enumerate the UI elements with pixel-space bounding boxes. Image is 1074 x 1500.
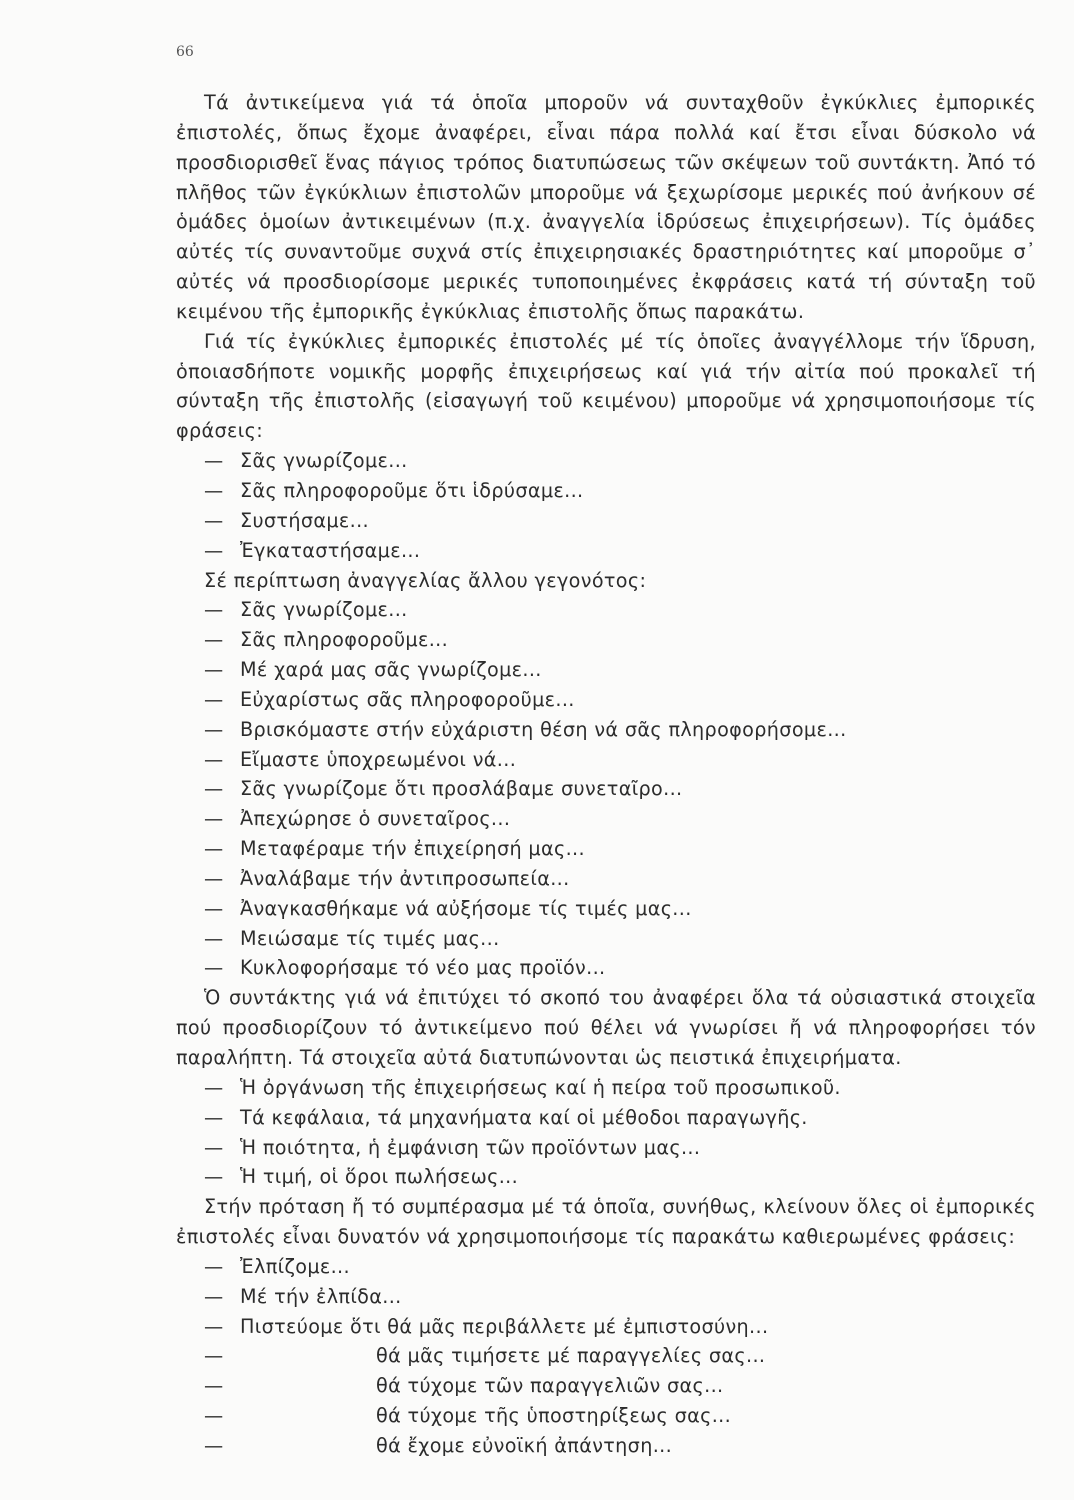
list-item-text: Μέ τήν ἐλπίδα... [240,1284,402,1308]
dash: — [204,658,224,682]
dash: — [204,449,224,473]
paragraph-intro: Τά ἀντικείμενα γιά τά ὁποῖα μποροῦν νά συνταχθοῦν ἐγκύκλιες ἐμπορικές ἐπιστολές, ὅπως ἔχομε ἀναφέρει, εἶναι πάρα πολλά καί ἔτσι εἶναι δύσκολο νά προσδιορισθεῖ ἕνας πάγιος τρόπος διατυπώσεως τῶν σκέψεων τοῦ συντάκτη. Ἀπό τό πλῆθος τῶν ἐγκύκλιων ἐπιστολῶν μποροῦμε νά ξεχωρίσομε μερικές πού ἀνήκουν σέ ὁμάδες ὁμοίων ἀντικειμένων (π.χ. ἀναγγελία ἱδρύσεως ἐπιχειρήσεων). Τίς ὁμάδες αὐτές τίς συναντοῦμε συχνά στίς ἐπιχειρησιακές δραστηριότητες καί μποροῦμε σ᾿ αὐτές νά προσδιορίσομε μερικές τυποποιημένες ἐκφράσεις κατά τή σύνταξη τοῦ κειμένου τῆς ἐμπορικῆς ἐγκύκλιας ἐπιστολῆς ὅπως παρακάτω. [176,91,1036,323]
list-item [176,1312,1036,1342]
dash: — [204,478,224,502]
dash: — [204,1105,224,1129]
list-item [176,1282,1036,1312]
dash: — [204,1075,224,1099]
list-item [176,595,1036,625]
list-item-text: Εἴμαστε ὑποχρεωμένοι νά... [240,747,517,771]
list-item [176,625,1036,655]
list-item-text: Ἀναλάβαμε τήν ἀντιπροσωπεία... [240,866,570,890]
list-item [176,804,1036,834]
list-item [176,953,1036,983]
other-event-phrases-list [176,595,1036,983]
list-item-text: θά τύχομε τῆς ὑποστηρίξεως σας... [376,1404,732,1428]
dash: — [204,866,224,890]
list-item [176,476,1036,506]
dash: — [204,1344,224,1368]
list-item-text: Σᾶς πληροφοροῦμε... [240,628,449,652]
dash: — [204,1254,224,1278]
list-item-text: Ἡ τιμή, οἱ ὅροι πωλήσεως... [240,1165,519,1189]
list-item [176,655,1036,685]
dash: — [204,538,224,562]
founding-phrases-list [176,446,1036,565]
list-item-text: θά τύχομε τῶν παραγγελιῶν σας... [376,1374,724,1398]
list-item-text: Ἐλπίζομε... [240,1254,350,1278]
page-number: 66 [176,44,194,60]
list-item-text: Τά κεφάλαια, τά μηχανήματα καί οἱ μέθοδοι παραγωγῆς. [240,1105,808,1129]
dash: — [204,1314,224,1338]
list-item-text: Βρισκόμαστε στήν εὐχάριστη θέση νά σᾶς πληροφορήσομε... [240,717,847,741]
dash: — [204,777,224,801]
dash: — [204,598,224,622]
list-item [176,1073,1036,1103]
list-item-text: Κυκλοφορήσαμε τό νέο μας προϊόν... [240,956,606,980]
list-item [176,1162,1036,1192]
dash: — [204,1404,224,1428]
list-item-text: Σᾶς γνωρίζομε... [240,598,408,622]
list-item-text: Πιστεύομε ὅτι θά μᾶς περιβάλλετε μέ ἐμπιστοσύνη... [240,1314,769,1338]
list-item-text: Μειώσαμε τίς τιμές μας... [240,926,500,950]
page-body [176,88,1036,1461]
list-item [176,924,1036,954]
dash: — [204,1433,224,1457]
list-item [176,506,1036,536]
paragraph-founding: Γιά τίς ἐγκύκλιες ἐμπορικές ἐπιστολές μέ τίς ὁποῖες ἀναγγέλλομε τήν ἵδρυση, ὁποιασδήποτε νομικῆς μορφῆς ἐπιχειρήσεως καί γιά τήν αἰτία πού προκαλεῖ τή σύνταξη τῆς ἐπιστολῆς (εἰσαγωγή τοῦ κειμένου) μποροῦμε νά χρησιμοποιήσομε τίς φράσεις: [176,329,1036,443]
dash: — [204,837,224,861]
list-item [176,446,1036,476]
dash: — [204,687,224,711]
paragraph-other-event: Σέ περίπτωση ἀναγγελίας ἄλλου γεγονότος: [204,568,647,592]
list-item-text: Μεταφέραμε τήν ἐπιχείρησή μας... [240,837,585,861]
dash: — [204,508,224,532]
list-item-text: Μέ χαρά μας σᾶς γνωρίζομε... [240,658,542,682]
list-item-continuation [176,1341,1036,1371]
list-item-text: Ἀναγκασθήκαμε νά αὐξήσομε τίς τιμές μας... [240,896,692,920]
list-item [176,1133,1036,1163]
list-item [176,1103,1036,1133]
dash: — [204,807,224,831]
list-item-continuation [176,1401,1036,1431]
list-item-text: Ἡ ὀργάνωση τῆς ἐπιχειρήσεως καί ἡ πείρα τοῦ προσωπικοῦ. [240,1075,841,1099]
dash: — [204,628,224,652]
paragraph-closing: Στήν πρόταση ἤ τό συμπέρασμα μέ τά ὁποῖα, συνήθως, κλείνουν ὅλες οἱ ἐμπορικές ἐπιστολές εἶναι δυνατόν νά χρησιμοποιήσομε τίς παρακάτω καθιερωμένες φράσεις: [176,1195,1036,1249]
list-item-text: Ἐγκαταστήσαμε... [240,538,421,562]
list-item-text: Ἀπεχώρησε ὁ συνεταῖρος... [240,807,511,831]
list-item-text: Σᾶς γνωρίζομε... [240,449,408,473]
paragraph-arguments: Ὁ συντάκτης γιά νά ἐπιτύχει τό σκοπό του ἀναφέρει ὅλα τά οὐσιαστικά στοιχεῖα πού προσδιορίζουν τό ἀντικείμενο πού θέλει νά γνωρίσει ἤ νά πληροφορήσει τόν παραλήπτη. Τά στοιχεῖα αὐτά διατυπώνονται ὡς πειστικά ἐπιχειρήματα. [176,986,1036,1069]
list-item-text: Σᾶς γνωρίζομε ὅτι προσλάβαμε συνεταῖρο... [240,777,683,801]
list-item [176,894,1036,924]
dash: — [204,1135,224,1159]
list-item-text: Σᾶς πληροφοροῦμε ὅτι ἱδρύσαμε... [240,478,584,502]
dash: — [204,717,224,741]
list-item [176,864,1036,894]
list-item-text: Εὐχαρίστως σᾶς πληροφοροῦμε... [240,687,575,711]
list-item-continuation [176,1371,1036,1401]
list-item-text: θά μᾶς τιμήσετε μέ παραγγελίες σας... [376,1344,766,1368]
list-item-text: Συστήσαμε... [240,508,369,532]
dash: — [204,1374,224,1398]
dash: — [204,1165,224,1189]
dash: — [204,926,224,950]
arguments-list [176,1073,1036,1192]
list-item-continuation [176,1431,1036,1461]
list-item [176,834,1036,864]
list-item [176,715,1036,745]
dash: — [204,747,224,771]
list-item [176,685,1036,715]
closing-phrases-list [176,1252,1036,1461]
list-item [176,774,1036,804]
list-item [176,1252,1036,1282]
list-item-text: Ἡ ποιότητα, ἡ ἐμφάνιση τῶν προϊόντων μας... [240,1135,701,1159]
dash: — [204,1284,224,1308]
dash: — [204,956,224,980]
list-item [176,745,1036,775]
list-item-text: θά ἔχομε εὐνοϊκή ἀπάντηση... [376,1433,673,1457]
dash: — [204,896,224,920]
list-item [176,536,1036,566]
